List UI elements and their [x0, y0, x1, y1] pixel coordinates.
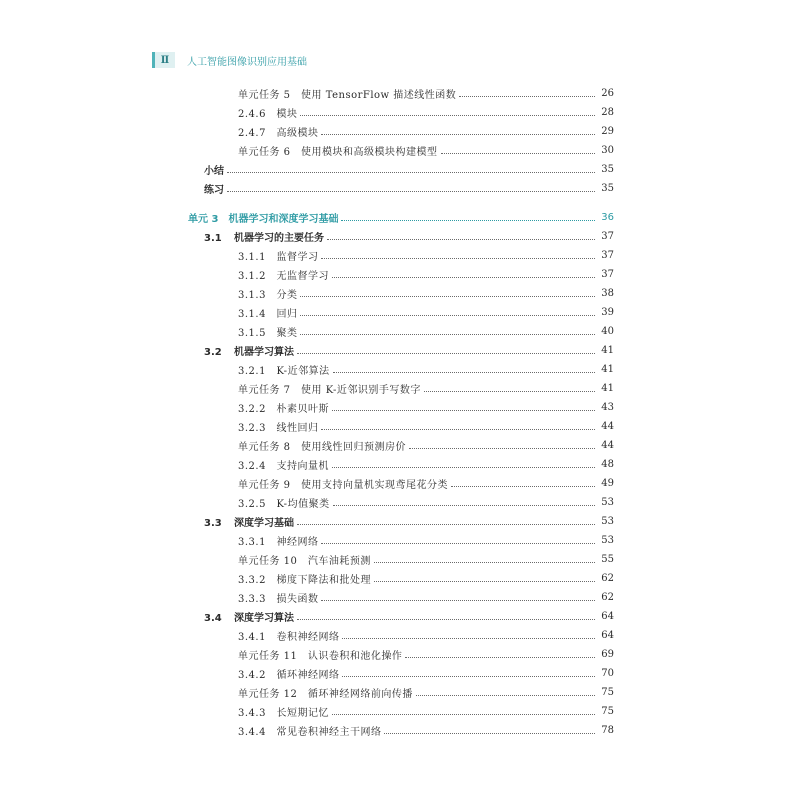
toc-section-number: 3.1	[204, 233, 222, 244]
table-of-contents	[170, 84, 614, 740]
toc-subsection-row[interactable]	[170, 645, 614, 664]
dot-leader	[321, 429, 595, 430]
dot-leader	[297, 619, 595, 620]
toc-subsection-row[interactable]	[170, 84, 614, 103]
toc-page-number: 69	[601, 649, 614, 660]
toc-page-number: 44	[601, 440, 614, 451]
toc-entry-title: 单元任务 11 认识卷积和池化操作	[238, 651, 403, 662]
toc-section-number: 3.3	[204, 518, 222, 529]
toc-summary-row[interactable]	[170, 160, 614, 179]
toc-page-number: 41	[601, 345, 614, 356]
toc-entry-title	[204, 229, 324, 244]
toc-subsection-row[interactable]	[170, 141, 614, 160]
toc-subsection-row[interactable]	[170, 721, 614, 740]
toc-entry-title	[204, 343, 294, 358]
toc-subsection-row[interactable]	[170, 683, 614, 702]
toc-summary-row[interactable]	[170, 179, 614, 198]
book-title: 人工智能图像识别应用基础	[187, 56, 307, 68]
dot-leader	[374, 581, 595, 582]
toc-subsection-row[interactable]	[170, 588, 614, 607]
toc-entry-title: 单元 3 机器学习和深度学习基础	[188, 214, 339, 225]
toc-section-row[interactable]	[170, 227, 614, 246]
toc-page-number: 40	[601, 326, 614, 337]
toc-subsection-row[interactable]	[170, 265, 614, 284]
toc-entry-title: 3.1.3 分类	[238, 290, 298, 301]
toc-subsection-row[interactable]	[170, 122, 614, 141]
toc-entry-title: 单元任务 12 循环神经网络前向传播	[238, 689, 413, 700]
dot-leader	[300, 296, 595, 297]
toc-page-number: 48	[601, 459, 614, 470]
dot-leader	[332, 467, 595, 468]
toc-subsection-row[interactable]	[170, 474, 614, 493]
dot-leader	[227, 191, 595, 192]
page-number: Ⅱ	[152, 52, 175, 68]
toc-page-number: 37	[601, 269, 614, 280]
toc-subsection-row[interactable]	[170, 493, 614, 512]
toc-page-number: 35	[601, 183, 614, 194]
toc-section-row[interactable]	[170, 607, 614, 626]
toc-page-number: 49	[601, 478, 614, 489]
toc-page-number: 75	[601, 706, 614, 717]
dot-leader	[451, 486, 595, 487]
toc-entry-title	[204, 514, 294, 529]
toc-page-number: 75	[601, 687, 614, 698]
toc-page-number: 37	[601, 250, 614, 261]
toc-entry-title: 3.2.2 朴素贝叶斯	[238, 404, 329, 415]
dot-leader	[416, 695, 595, 696]
toc-entry-title: 3.2.4 支持向量机	[238, 461, 329, 472]
toc-entry-title: 3.2.5 K-均值聚类	[238, 499, 330, 510]
toc-subsection-row[interactable]	[170, 103, 614, 122]
toc-page-number: 26	[601, 88, 614, 99]
toc-page-number: 53	[601, 497, 614, 508]
dot-leader	[300, 115, 595, 116]
dot-leader	[459, 96, 595, 97]
toc-page-number: 41	[601, 364, 614, 375]
dot-leader	[405, 657, 595, 658]
dot-leader	[384, 733, 595, 734]
toc-entry-title: 3.4.4 常见卷积神经主干网络	[238, 727, 382, 738]
toc-entry-title: 3.1.2 无监督学习	[238, 271, 329, 282]
toc-page-number: 29	[601, 126, 614, 137]
toc-page-number: 70	[601, 668, 614, 679]
dot-leader	[441, 153, 595, 154]
toc-page-number: 78	[601, 725, 614, 736]
toc-subsection-row[interactable]	[170, 360, 614, 379]
dot-leader	[321, 258, 595, 259]
toc-entry-title: 单元任务 9 使用支持向量机实现鸢尾花分类	[238, 480, 449, 491]
toc-entry-title: 3.1.1 监督学习	[238, 252, 319, 263]
dot-leader	[321, 543, 595, 544]
toc-entry-title: 单元任务 8 使用线性回归预测房价	[238, 442, 407, 453]
toc-page-number: 35	[601, 164, 614, 175]
dot-leader	[297, 353, 595, 354]
toc-unit-row[interactable]	[170, 208, 614, 227]
toc-section-title: 机器学习的主要任务	[234, 233, 324, 244]
toc-entry-title: 单元任务 10 汽车油耗预测	[238, 556, 371, 567]
toc-section-row[interactable]	[170, 512, 614, 531]
toc-page-number: 30	[601, 145, 614, 156]
toc-page-number: 62	[601, 592, 614, 603]
toc-entry-title	[204, 609, 294, 624]
dot-leader	[374, 562, 595, 563]
toc-entry-title: 2.4.7 高级模块	[238, 128, 319, 139]
dot-leader	[300, 334, 595, 335]
toc-subsection-row[interactable]	[170, 569, 614, 588]
toc-section-number: 3.2	[204, 347, 222, 358]
toc-page-number: 53	[601, 516, 614, 527]
page-header	[152, 52, 307, 68]
toc-page-number: 55	[601, 554, 614, 565]
dot-leader	[327, 239, 595, 240]
toc-entry-title: 3.2.3 线性回归	[238, 423, 319, 434]
toc-subsection-row[interactable]	[170, 284, 614, 303]
toc-subsection-row[interactable]	[170, 626, 614, 645]
dot-leader	[424, 391, 595, 392]
dot-leader	[332, 714, 595, 715]
toc-page-number: 38	[601, 288, 614, 299]
toc-subsection-row[interactable]	[170, 455, 614, 474]
toc-section-title: 深度学习算法	[234, 613, 294, 624]
dot-leader	[321, 134, 595, 135]
dot-leader	[342, 676, 595, 677]
dot-leader	[333, 372, 595, 373]
toc-entry-title: 3.1.5 聚类	[238, 328, 298, 339]
toc-subsection-row[interactable]	[170, 664, 614, 683]
toc-page-number: 53	[601, 535, 614, 546]
dot-leader	[332, 277, 595, 278]
dot-leader	[227, 172, 595, 173]
toc-section-row[interactable]	[170, 341, 614, 360]
dot-leader	[342, 638, 595, 639]
toc-entry-title: 单元任务 7 使用 K-近邻识别手写数字	[238, 385, 421, 396]
toc-section-title: 机器学习算法	[234, 347, 294, 358]
toc-subsection-row[interactable]	[170, 550, 614, 569]
toc-entry-title: 3.2.1 K-近邻算法	[238, 366, 330, 377]
toc-subsection-row[interactable]	[170, 246, 614, 265]
toc-page-number: 28	[601, 107, 614, 118]
dot-leader	[341, 220, 595, 221]
toc-entry-title: 3.4.2 循环神经网络	[238, 670, 340, 681]
toc-subsection-row[interactable]	[170, 303, 614, 322]
toc-entry-title: 3.4.3 长短期记忆	[238, 708, 329, 719]
toc-subsection-row[interactable]	[170, 702, 614, 721]
toc-page-number: 64	[601, 611, 614, 622]
dot-leader	[300, 315, 595, 316]
toc-entry-title: 3.1.4 回归	[238, 309, 298, 320]
toc-entry-title: 3.3.3 损失函数	[238, 594, 319, 605]
toc-page-number: 64	[601, 630, 614, 641]
toc-subsection-row[interactable]	[170, 436, 614, 455]
dot-leader	[409, 448, 595, 449]
toc-page-number: 41	[601, 383, 614, 394]
toc-entry-title: 3.3.2 梯度下降法和批处理	[238, 575, 371, 586]
toc-section-number: 3.4	[204, 613, 222, 624]
toc-entry-title: 3.3.1 神经网络	[238, 537, 319, 548]
toc-entry-title: 2.4.6 模块	[238, 109, 298, 120]
toc-subsection-row[interactable]	[170, 417, 614, 436]
toc-subsection-row[interactable]	[170, 398, 614, 417]
toc-subsection-row[interactable]	[170, 531, 614, 550]
toc-entry-title: 单元任务 5 使用 TensorFlow 描述线性函数	[238, 90, 457, 101]
toc-entry-title: 3.4.1 卷积神经网络	[238, 632, 340, 643]
dot-leader	[321, 600, 595, 601]
toc-entry-title: 练习	[204, 185, 224, 196]
dot-leader	[332, 410, 595, 411]
toc-page-number: 36	[601, 212, 614, 223]
toc-subsection-row[interactable]	[170, 379, 614, 398]
toc-entry-title: 小结	[204, 166, 224, 177]
toc-page-number: 44	[601, 421, 614, 432]
toc-page-number: 43	[601, 402, 614, 413]
toc-entry-title: 单元任务 6 使用模块和高级模块构建模型	[238, 147, 438, 158]
toc-subsection-row[interactable]	[170, 322, 614, 341]
dot-leader	[297, 524, 595, 525]
toc-section-title: 深度学习基础	[234, 518, 294, 529]
dot-leader	[333, 505, 595, 506]
toc-page-number: 37	[601, 231, 614, 242]
toc-page-number: 62	[601, 573, 614, 584]
toc-page-number: 39	[601, 307, 614, 318]
